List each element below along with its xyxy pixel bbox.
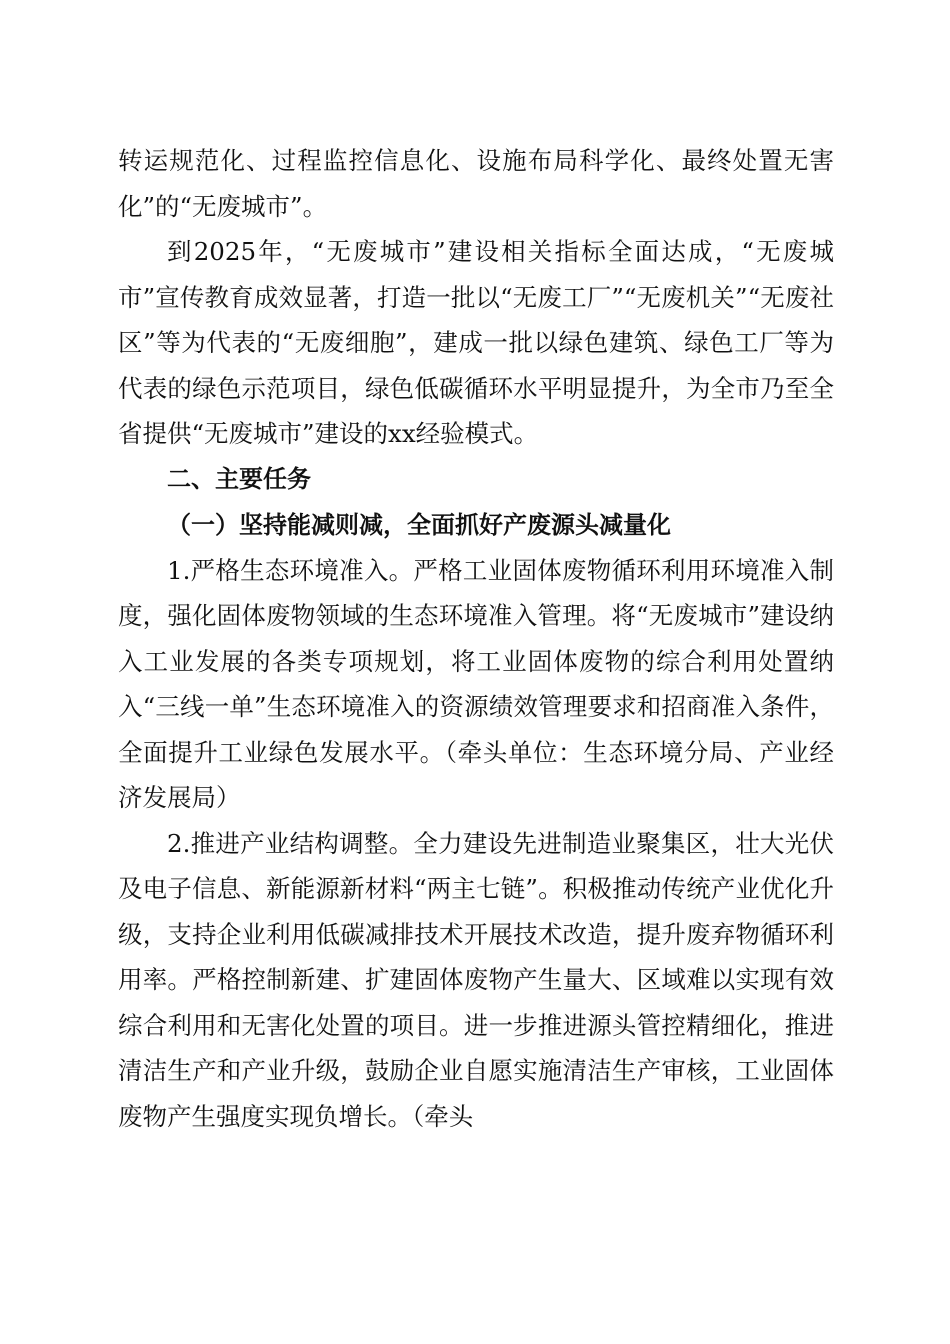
section-heading-main-tasks: 二、主要任务	[167, 464, 311, 493]
paragraph-2025-goals: 到2025年，“无废城市”建设相关指标全面达成，“无废城市”宣传教育成效显著，打造一批以“无废工厂”“无废机关”“无废社区”等为代表的“无废细胞”，建成一批以绿色建筑、绿色工厂等为代表的绿色示范项目，绿色低碳循环水平明显提升，为全市乃至全省提供“无废城市”建设的xx经验模式。	[118, 237, 834, 448]
paragraph-continued: 转运规范化、过程监控信息化、设施布局科学化、最终处置无害化”的“无废城市”。	[118, 146, 834, 221]
document-body	[118, 138, 834, 1139]
paragraph-item-2: 2.推进产业结构调整。全力建设先进制造业聚集区，壮大光伏及电子信息、新能源新材料“两主七链”。积极推动传统产业优化升级，支持企业利用低碳减排技术开展技术改造，提升废弃物循环利用率。严格控制新建、扩建固体废物产生量大、区域难以实现有效综合利用和无害化处置的项目。进一步推进源头管控精细化，推进清洁生产和产业升级，鼓励企业自愿实施清洁生产审核，工业固体废物产生强度实现负增长。（牵头	[118, 828, 834, 1131]
subsection-heading-source-reduction: （一）坚持能减则减，全面抓好产废源头减量化	[167, 510, 671, 539]
paragraph-item-1: 1.严格生态环境准入。严格工业固体废物循环利用环境准入制度，强化固体废物领域的生态环境准入管理。将“无废城市”建设纳入工业发展的各类专项规划，将工业固体废物的综合利用处置纳入“三线一单”生态环境准入的资源绩效管理要求和招商准入条件，全面提升工业绿色发展水平。（牵头单位：生态环境分局、产业经济发展局）	[118, 555, 834, 812]
